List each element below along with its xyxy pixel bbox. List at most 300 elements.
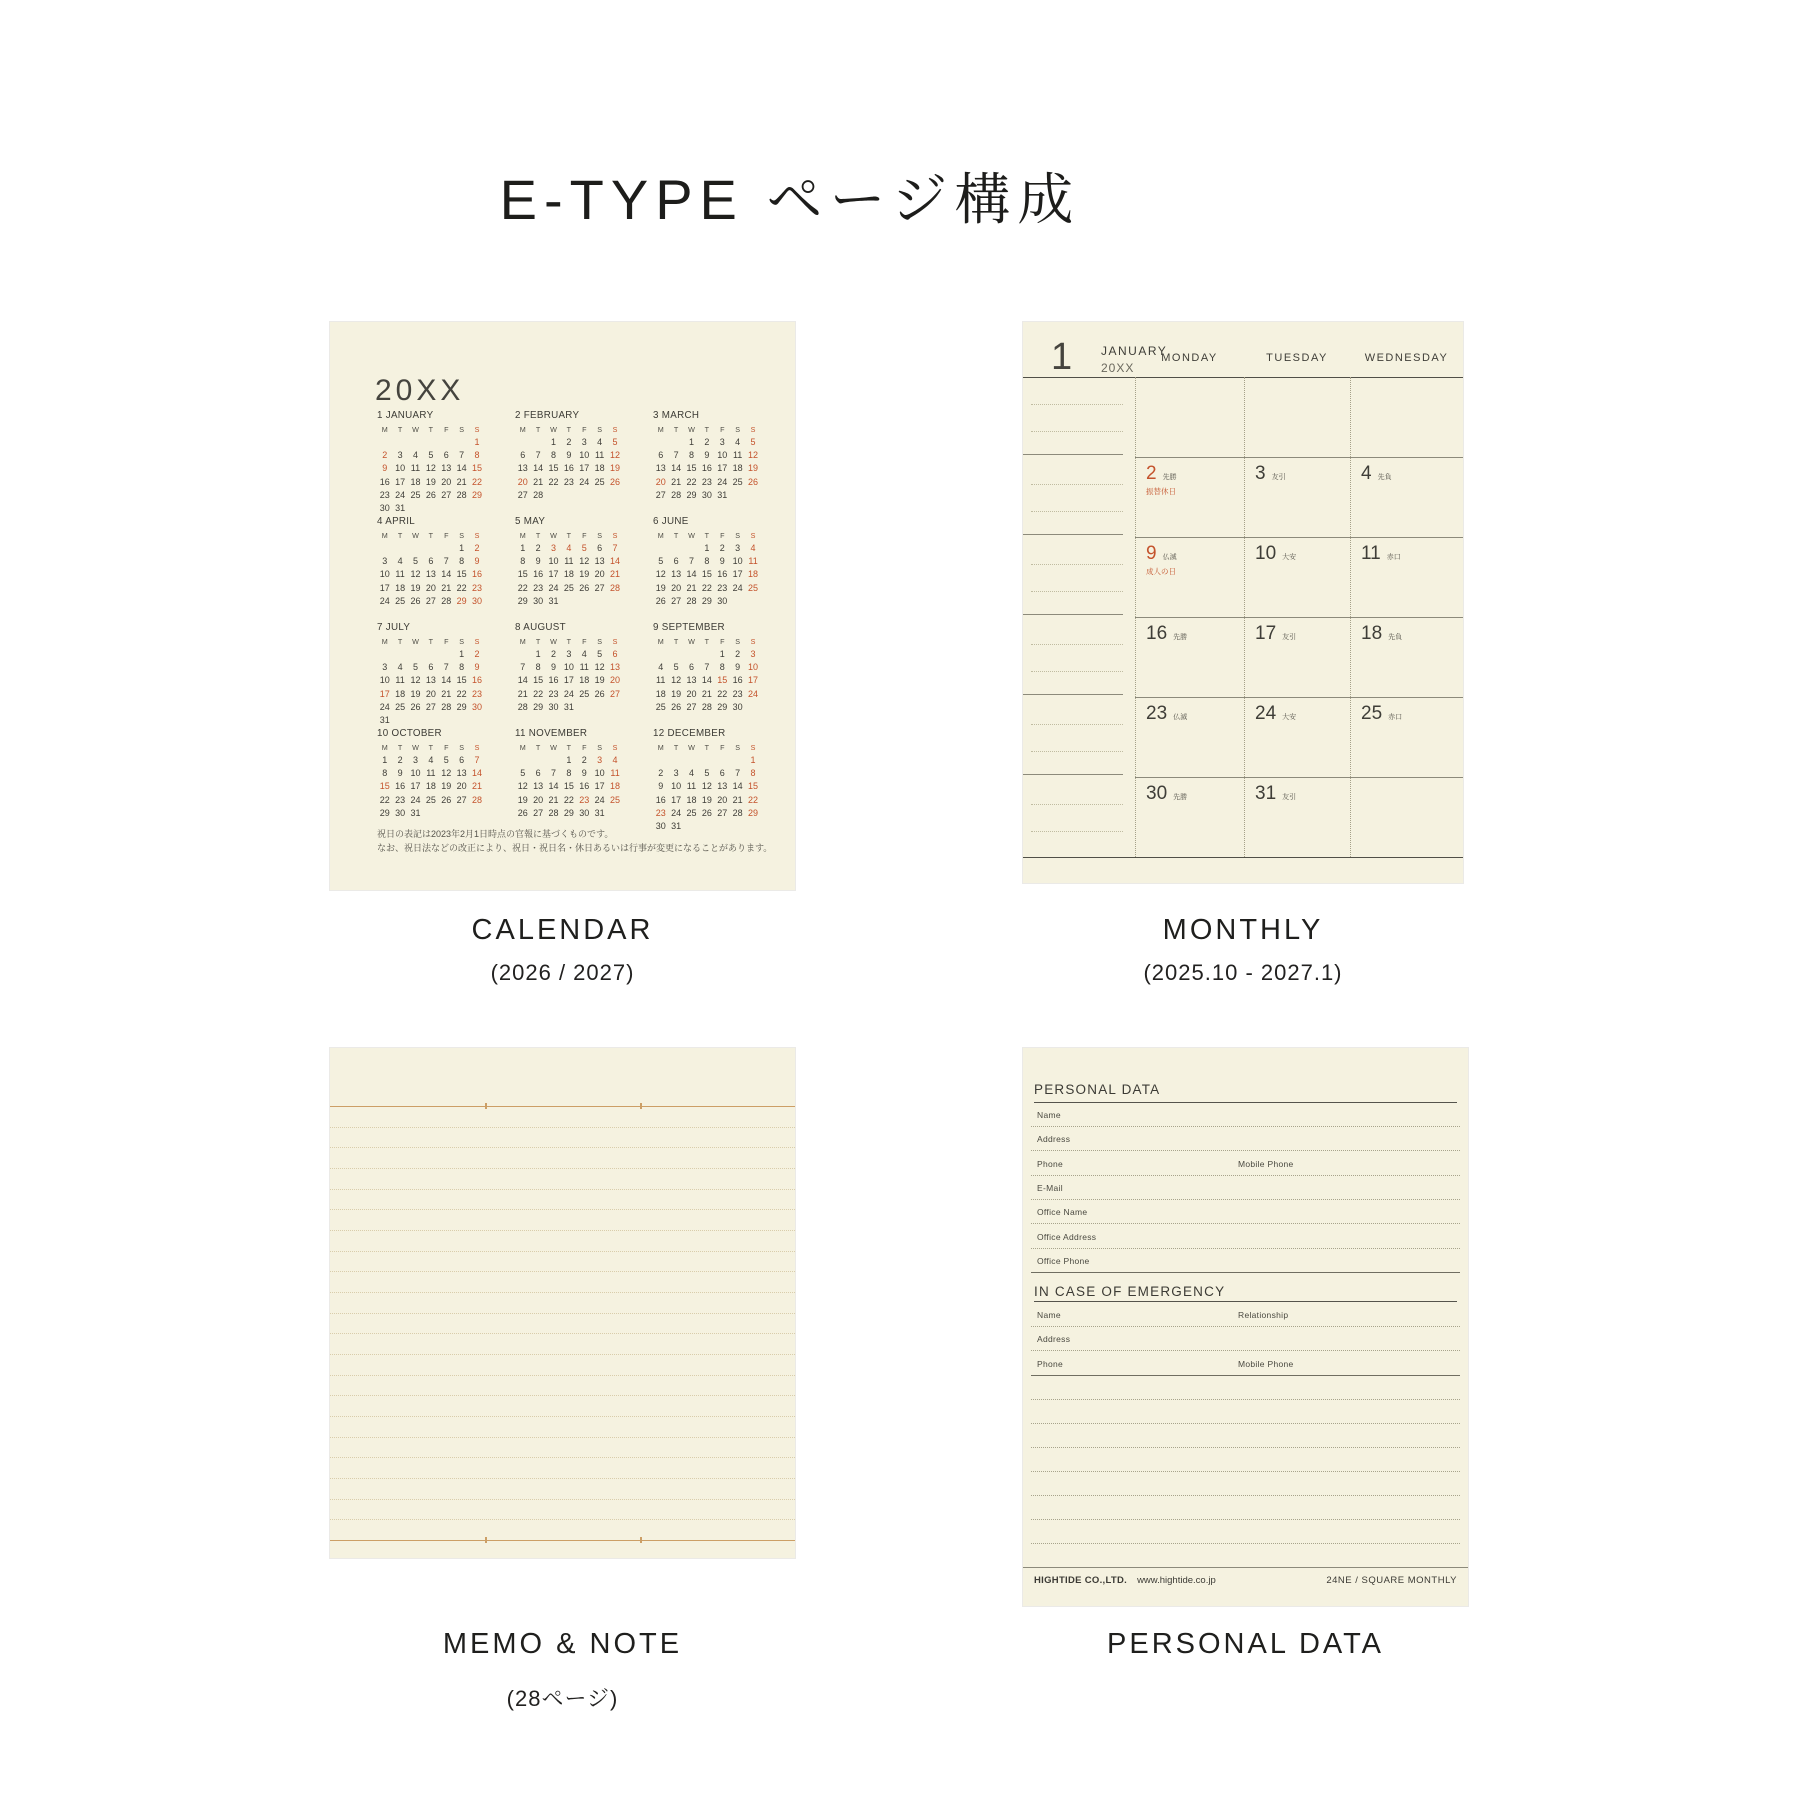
calendar-month-block xyxy=(515,622,625,728)
day-number: 9 xyxy=(535,556,541,567)
monthly-notes-dotted-line xyxy=(1031,564,1123,565)
monthly-date-line xyxy=(1146,544,1177,564)
day-number: 11 xyxy=(395,675,405,686)
day-number: 9 xyxy=(474,556,480,567)
day-number: 16 xyxy=(717,569,728,580)
day-number: 8 xyxy=(566,768,572,779)
day-number: 16 xyxy=(379,476,390,487)
day-number: 8 xyxy=(459,662,465,673)
day-number: 11 xyxy=(564,556,574,567)
day-number: 20 xyxy=(610,675,621,686)
day-number: 15 xyxy=(456,675,467,686)
day-number: 24 xyxy=(748,688,759,699)
personal-section-rule xyxy=(1034,1301,1457,1302)
day-number: 22 xyxy=(701,582,712,593)
day-number: 2 xyxy=(566,437,572,447)
day-number: 16 xyxy=(395,781,406,792)
rokuyo-label: 仏滅 xyxy=(1173,714,1188,721)
weekday-letter: S xyxy=(735,425,741,434)
monthly-date-line xyxy=(1146,784,1187,804)
calendar-weekday-header xyxy=(377,424,487,436)
day-number: 31 xyxy=(594,807,605,818)
monthly-notes-rule xyxy=(1023,454,1123,455)
monthly-date-number: 24 xyxy=(1255,703,1277,724)
day-number: 10 xyxy=(379,569,390,580)
weekday-letter: F xyxy=(444,425,449,434)
monthly-date-cell xyxy=(1146,704,1187,724)
monthly-notes-dotted-line xyxy=(1031,511,1123,512)
day-number: 23 xyxy=(472,582,483,593)
day-number: 5 xyxy=(412,662,418,673)
empty-day-cell xyxy=(423,648,438,661)
memo-ruled-line xyxy=(330,1416,795,1417)
weekday-letter: M xyxy=(381,743,388,752)
day-number: 15 xyxy=(533,675,544,686)
day-number: 24 xyxy=(671,807,682,818)
day-number: 26 xyxy=(410,701,421,712)
day-number: 26 xyxy=(748,476,759,487)
day-number: 9 xyxy=(397,768,403,779)
memo-ruled-line xyxy=(330,1313,795,1314)
empty-day-cell xyxy=(699,754,714,767)
day-number: 3 xyxy=(735,543,741,553)
day-number: 25 xyxy=(594,476,605,487)
memo-ruled-line xyxy=(330,1478,795,1479)
day-number: 30 xyxy=(533,595,544,606)
day-number: 1 xyxy=(535,649,541,659)
day-number: 13 xyxy=(717,781,728,792)
weekday-letter: F xyxy=(444,637,449,646)
weekday-letter: T xyxy=(397,531,403,540)
day-number: 17 xyxy=(395,476,406,487)
day-number: 29 xyxy=(472,489,483,500)
personal-blank-line xyxy=(1031,1495,1460,1496)
weekday-letter: M xyxy=(519,531,526,540)
day-number: 21 xyxy=(548,794,559,805)
day-number: 24 xyxy=(579,476,590,487)
day-number: 18 xyxy=(610,781,621,792)
day-number: 9 xyxy=(658,781,664,792)
day-number: 22 xyxy=(563,794,574,805)
day-number: 31 xyxy=(395,502,406,513)
monthly-month-number: 1 xyxy=(1051,336,1073,378)
day-number: 20 xyxy=(425,688,436,699)
monthly-date-line xyxy=(1361,544,1401,564)
weekday-letter: T xyxy=(428,743,434,752)
weekday-letter: T xyxy=(566,531,572,540)
monthly-day-header: MONDAY xyxy=(1161,352,1218,364)
day-number: 24 xyxy=(379,595,390,606)
day-number: 15 xyxy=(379,781,390,792)
day-number: 4 xyxy=(735,437,741,447)
weekday-letter: T xyxy=(428,637,434,646)
day-number: 29 xyxy=(686,489,697,500)
empty-day-cell xyxy=(530,436,545,449)
memo-ruled-line xyxy=(330,1189,795,1190)
personal-footer xyxy=(1034,1575,1457,1586)
personal-data-page-panel xyxy=(1023,1048,1468,1606)
calendar-month-label: 9 SEPTEMBER xyxy=(653,622,725,633)
day-number: 6 xyxy=(673,556,679,567)
day-number: 2 xyxy=(474,649,480,659)
weekday-letter: T xyxy=(704,637,710,646)
day-number: 30 xyxy=(732,701,743,712)
day-number: 12 xyxy=(594,662,605,673)
weekday-letter: T xyxy=(428,425,434,434)
day-number: 10 xyxy=(563,662,574,673)
monthly-notes-rule xyxy=(1023,774,1123,775)
day-number: 25 xyxy=(395,701,406,712)
monthly-date-cell xyxy=(1361,704,1402,724)
weekday-letter: S xyxy=(612,743,618,752)
monthly-date-line xyxy=(1255,464,1286,484)
day-number: 3 xyxy=(412,755,418,765)
empty-day-cell xyxy=(439,542,454,555)
day-number: 7 xyxy=(443,662,449,673)
day-number: 13 xyxy=(425,675,436,686)
day-number: 29 xyxy=(456,595,467,606)
monthly-week-rule xyxy=(1135,537,1463,538)
rokuyo-label: 友引 xyxy=(1271,474,1286,481)
personal-blank-line xyxy=(1031,1399,1460,1400)
day-number: 20 xyxy=(441,476,452,487)
day-number: 19 xyxy=(594,675,605,686)
day-number: 24 xyxy=(717,476,728,487)
calendar-weekday-header xyxy=(653,742,763,754)
day-number: 26 xyxy=(671,701,682,712)
day-number: 8 xyxy=(688,450,694,461)
day-number: 30 xyxy=(395,807,406,818)
day-number: 13 xyxy=(655,463,666,474)
day-number: 7 xyxy=(459,450,465,461)
day-number: 28 xyxy=(441,595,452,606)
calendar-month-block xyxy=(653,516,763,622)
weekday-letter: T xyxy=(566,637,572,646)
weekday-letter: W xyxy=(412,637,419,646)
day-number: 18 xyxy=(395,582,406,593)
empty-day-cell xyxy=(530,754,545,767)
day-number: 19 xyxy=(441,781,452,792)
day-number: 22 xyxy=(472,476,483,487)
monthly-date-cell xyxy=(1146,464,1177,497)
day-number: 14 xyxy=(610,556,621,567)
day-number: 25 xyxy=(425,794,436,805)
weekday-letter: S xyxy=(474,743,480,752)
monthly-notes-dotted-line xyxy=(1031,431,1123,432)
day-number: 17 xyxy=(579,463,590,474)
day-number: 3 xyxy=(597,755,603,765)
day-number: 25 xyxy=(610,794,621,805)
empty-day-cell xyxy=(668,436,683,449)
day-number: 17 xyxy=(563,675,574,686)
personal-field-line xyxy=(1031,1175,1460,1176)
day-number: 22 xyxy=(533,688,544,699)
day-number: 18 xyxy=(579,675,590,686)
day-number: 27 xyxy=(533,807,544,818)
personal-field-label: Mobile Phone xyxy=(1238,1158,1294,1169)
day-number: 6 xyxy=(719,768,725,779)
calendar-weekday-header xyxy=(653,636,763,648)
day-number: 11 xyxy=(579,662,589,673)
day-number: 20 xyxy=(517,476,528,487)
day-number: 8 xyxy=(459,556,465,567)
day-number: 14 xyxy=(671,463,682,474)
day-number: 21 xyxy=(456,476,467,487)
empty-day-cell xyxy=(730,754,745,767)
day-number: 21 xyxy=(701,688,712,699)
rokuyo-label: 友引 xyxy=(1282,634,1297,641)
empty-day-cell xyxy=(515,648,530,661)
day-number: 27 xyxy=(671,595,682,606)
monthly-date-cell xyxy=(1255,624,1296,644)
day-number: 17 xyxy=(732,569,743,580)
day-number: 3 xyxy=(581,437,587,447)
calendar-month-days xyxy=(653,436,763,502)
day-number: 29 xyxy=(563,807,574,818)
calendar-months-grid xyxy=(377,410,757,834)
weekday-letter: T xyxy=(704,425,710,434)
day-number: 20 xyxy=(717,794,728,805)
monthly-date-cell xyxy=(1146,544,1177,577)
memo-bottom-rule xyxy=(330,1540,795,1541)
day-number: 31 xyxy=(379,714,390,725)
calendar-month-block xyxy=(515,410,625,516)
weekday-letter: S xyxy=(750,743,756,752)
day-number: 2 xyxy=(474,543,480,553)
weekday-letter: W xyxy=(550,531,557,540)
empty-day-cell xyxy=(408,648,423,661)
monthly-notes-dotted-line xyxy=(1031,831,1123,832)
day-number: 24 xyxy=(548,582,559,593)
rokuyo-label: 大安 xyxy=(1282,554,1297,561)
weekday-letter: S xyxy=(474,425,480,434)
monthly-notes-dotted-line xyxy=(1031,804,1123,805)
day-number: 23 xyxy=(472,688,483,699)
memo-ruled-line xyxy=(330,1251,795,1252)
calendar-note-line1: 祝日の表記は2023年2月1日時点の官報に基づくものです。 xyxy=(377,829,614,839)
personal-field-label: Phone xyxy=(1037,1158,1064,1169)
weekday-letter: S xyxy=(735,637,741,646)
monthly-notes-rule xyxy=(1023,534,1123,535)
calendar-month-days xyxy=(653,754,763,833)
monthly-date-cell xyxy=(1255,704,1296,724)
rokuyo-label: 友引 xyxy=(1282,794,1297,801)
day-number: 5 xyxy=(443,755,449,765)
empty-day-cell xyxy=(653,754,668,767)
empty-day-cell xyxy=(668,648,683,661)
empty-day-cell xyxy=(684,648,699,661)
day-number: 2 xyxy=(581,755,587,765)
empty-day-cell xyxy=(439,436,454,449)
weekday-letter: W xyxy=(688,743,695,752)
empty-day-cell xyxy=(454,436,469,449)
weekday-letter: T xyxy=(428,531,434,540)
day-number: 14 xyxy=(701,675,712,686)
day-number: 19 xyxy=(425,476,436,487)
monthly-notes-dotted-line xyxy=(1031,404,1123,405)
monthly-notes-dotted-line xyxy=(1031,644,1123,645)
weekday-letter: T xyxy=(535,637,541,646)
monthly-date-cell xyxy=(1146,784,1187,804)
day-number: 14 xyxy=(472,768,483,779)
day-number: 29 xyxy=(717,701,728,712)
day-number: 10 xyxy=(395,463,406,474)
day-number: 1 xyxy=(688,437,694,447)
day-number: 2 xyxy=(397,755,403,765)
monthly-week-rule xyxy=(1135,777,1463,778)
personal-field-line xyxy=(1031,1150,1460,1151)
monthly-date-number: 17 xyxy=(1255,623,1277,644)
calendar-weekday-header xyxy=(515,530,625,542)
monthly-date-line xyxy=(1146,624,1187,644)
monthly-date-number: 4 xyxy=(1361,463,1372,484)
day-number: 11 xyxy=(686,781,697,792)
empty-day-cell xyxy=(668,542,683,555)
day-number: 12 xyxy=(517,781,528,792)
weekday-letter: W xyxy=(550,637,557,646)
monthly-header-rule xyxy=(1023,377,1463,378)
day-number: 18 xyxy=(732,463,743,474)
calendar-month-block xyxy=(515,516,625,622)
day-number: 26 xyxy=(517,807,528,818)
weekday-letter: F xyxy=(720,637,725,646)
monthly-date-number: 25 xyxy=(1361,703,1383,724)
memo-ruled-line xyxy=(330,1395,795,1396)
weekday-letter: M xyxy=(657,637,664,646)
day-number: 20 xyxy=(456,781,467,792)
personal-field-label: Office Name xyxy=(1037,1207,1088,1218)
day-number: 11 xyxy=(395,569,405,580)
day-number: 16 xyxy=(563,463,574,474)
monthly-date-line xyxy=(1255,624,1296,644)
footer-product-code: 24NE / SQUARE MONTHLY xyxy=(1326,1575,1457,1586)
day-number: 19 xyxy=(701,794,712,805)
weekday-letter: M xyxy=(381,425,388,434)
calendar-page-panel xyxy=(330,322,795,890)
day-number: 16 xyxy=(701,463,712,474)
footer-brand: HIGHTIDE CO.,LTD. xyxy=(1034,1575,1128,1586)
day-number: 31 xyxy=(563,701,574,712)
weekday-letter: T xyxy=(673,425,679,434)
monthly-day-header: WEDNESDAY xyxy=(1364,352,1449,364)
day-number: 30 xyxy=(548,701,559,712)
day-number: 21 xyxy=(441,688,452,699)
holiday-label: 成人の日 xyxy=(1146,567,1176,576)
empty-day-cell xyxy=(377,542,392,555)
memo-ruled-line xyxy=(330,1519,795,1520)
empty-day-cell xyxy=(377,648,392,661)
weekday-letter: F xyxy=(720,531,725,540)
weekday-letter: S xyxy=(750,637,756,646)
day-number: 22 xyxy=(517,582,528,593)
day-number: 2 xyxy=(535,543,541,553)
calendar-month-block xyxy=(515,728,625,834)
day-number: 3 xyxy=(382,556,388,567)
personal-blank-line xyxy=(1031,1543,1460,1544)
calendar-weekday-header xyxy=(653,530,763,542)
calendar-month-days xyxy=(515,754,625,820)
day-number: 30 xyxy=(717,595,728,606)
weekday-letter: W xyxy=(412,425,419,434)
day-number: 10 xyxy=(548,556,559,567)
day-number: 30 xyxy=(701,489,712,500)
memo-page-panel xyxy=(330,1048,795,1558)
weekday-letter: T xyxy=(704,743,710,752)
day-number: 26 xyxy=(579,582,590,593)
day-number: 14 xyxy=(441,675,452,686)
rokuyo-label: 先勝 xyxy=(1162,474,1177,481)
day-number: 19 xyxy=(655,582,666,593)
day-number: 24 xyxy=(594,794,605,805)
day-number: 26 xyxy=(701,807,712,818)
memo-tick-mark xyxy=(640,1537,642,1543)
personal-blank-line xyxy=(1031,1423,1460,1424)
day-number: 28 xyxy=(548,807,559,818)
empty-day-cell xyxy=(653,436,668,449)
monthly-date-number: 3 xyxy=(1255,463,1266,484)
day-number: 17 xyxy=(594,781,605,792)
day-number: 6 xyxy=(428,556,434,567)
monthly-year-label: 20XX xyxy=(1101,361,1135,375)
weekday-letter: W xyxy=(550,425,557,434)
rokuyo-label: 先負 xyxy=(1377,474,1392,481)
monthly-date-line xyxy=(1255,784,1296,804)
day-number: 16 xyxy=(472,569,483,580)
day-number: 25 xyxy=(579,688,590,699)
day-number: 15 xyxy=(748,781,759,792)
day-number: 24 xyxy=(410,794,421,805)
monthly-date-line xyxy=(1146,704,1187,724)
day-number: 16 xyxy=(579,781,590,792)
weekday-letter: M xyxy=(519,425,526,434)
day-number: 4 xyxy=(658,662,664,673)
day-number: 16 xyxy=(548,675,559,686)
monthly-week-rule xyxy=(1135,457,1463,458)
calendar-month-label: 12 DECEMBER xyxy=(653,728,726,739)
calendar-month-label: 3 MARCH xyxy=(653,410,700,421)
weekday-letter: S xyxy=(597,531,603,540)
day-number: 7 xyxy=(673,450,679,461)
personal-field-solid-line xyxy=(1031,1375,1460,1376)
day-number: 10 xyxy=(748,662,759,673)
day-number: 19 xyxy=(579,569,590,580)
weekday-letter: S xyxy=(735,743,741,752)
weekday-letter: W xyxy=(688,425,695,434)
day-number: 27 xyxy=(517,489,528,500)
day-number: 31 xyxy=(717,489,728,500)
weekday-letter: M xyxy=(657,425,664,434)
day-number: 6 xyxy=(459,755,465,765)
day-number: 15 xyxy=(701,569,712,580)
day-number: 15 xyxy=(472,463,483,474)
day-number: 19 xyxy=(671,688,682,699)
calendar-month-label: 1 JANUARY xyxy=(377,410,434,421)
weekday-letter: S xyxy=(459,425,465,434)
day-number: 1 xyxy=(520,543,526,553)
calendar-holiday-note xyxy=(377,827,777,855)
day-number: 13 xyxy=(456,768,467,779)
day-number: 12 xyxy=(425,463,436,474)
memo-tick-mark xyxy=(640,1103,642,1109)
day-number: 7 xyxy=(443,556,449,567)
day-number: 5 xyxy=(597,649,603,659)
day-number: 11 xyxy=(732,450,743,461)
day-number: 6 xyxy=(688,662,694,673)
day-number: 28 xyxy=(441,701,452,712)
day-number: 9 xyxy=(566,450,572,461)
day-number: 12 xyxy=(410,569,421,580)
day-number: 30 xyxy=(472,701,483,712)
